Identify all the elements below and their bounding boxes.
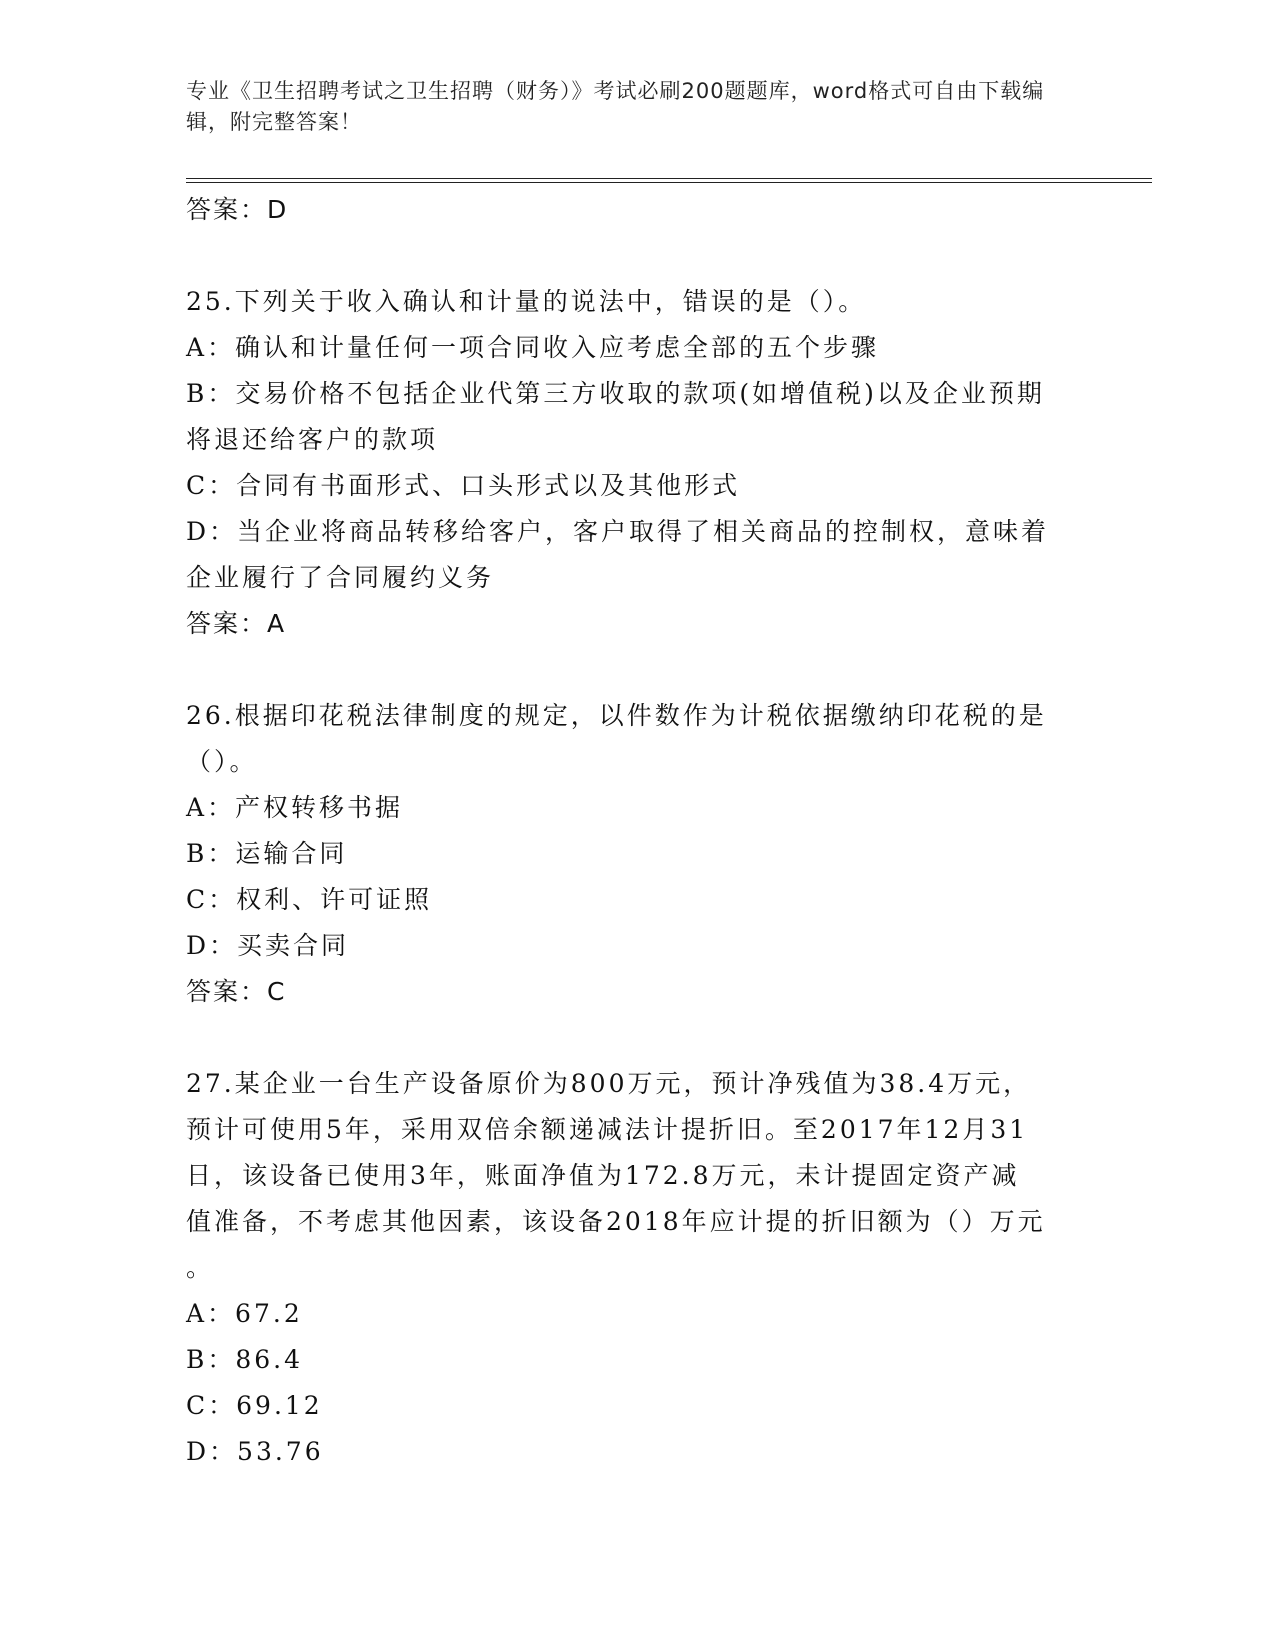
question-26-option-b: B：运输合同: [186, 839, 348, 868]
question-25: [186, 279, 1066, 647]
question-27-stem-line3: 日，该设备已使用3年，账面净值为172.8万元，未计提固定资产减: [186, 1161, 1020, 1190]
question-25-option-d-line2: 企业履行了合同履约义务: [186, 563, 495, 592]
question-25-option-d-line1: D：当企业将商品转移给客户，客户取得了相关商品的控制权，意味着: [186, 517, 1050, 546]
question-26-option-a: A：产权转移书据: [186, 793, 404, 822]
document-header: [186, 76, 1066, 138]
question-26-option-d: D：买卖合同: [186, 931, 350, 960]
question-27: [186, 1061, 1066, 1475]
question-25-option-b-line2: 将退还给客户的款项: [186, 425, 439, 454]
question-26-stem-line1: 26.根据印花税法律制度的规定，以件数作为计税依据缴纳印花税的是: [186, 701, 1047, 730]
question-27-option-c: C：69.12: [186, 1391, 323, 1420]
question-25-stem: 25.下列关于收入确认和计量的说法中，错误的是（）。: [186, 287, 867, 316]
answer-previous: 答案：D: [186, 195, 289, 224]
question-27-stem-line2: 预计可使用5年，采用双倍余额递减法计提折旧。至2017年12月31: [186, 1115, 1029, 1144]
header-divider-bottom: [186, 182, 1152, 183]
spacer: [186, 233, 1066, 279]
question-26-option-c: C：权利、许可证照: [186, 885, 433, 914]
question-27-option-b: B：86.4: [186, 1345, 304, 1374]
question-27-stem-line5: 。: [186, 1253, 215, 1282]
question-27-option-a: A：67.2: [186, 1299, 303, 1328]
spacer: [186, 647, 1066, 693]
question-26-stem-line2: （）。: [186, 747, 258, 776]
question-27-option-d: D：53.76: [186, 1437, 324, 1466]
question-25-option-b-line1: B：交易价格不包括企业代第三方收取的款项(如增值税)以及企业预期: [186, 379, 1045, 408]
question-26-answer: 答案：C: [186, 977, 287, 1006]
question-25-option-a: A：确认和计量任何一项合同收入应考虑全部的五个步骤: [186, 333, 880, 362]
question-27-stem-line4: 值准备，不考虑其他因素，该设备2018年应计提的折旧额为（）万元: [186, 1207, 1046, 1236]
header-text: 专业《卫生招聘考试之卫生招聘（财务）》考试必刷200题题库，word格式可自由下载编辑，附完整答案！: [186, 79, 1045, 134]
document-body: [186, 187, 1066, 1475]
question-25-answer: 答案：A: [186, 609, 287, 638]
header-divider-top: [186, 178, 1152, 179]
question-25-option-c: C：合同有书面形式、口头形式以及其他形式: [186, 471, 741, 500]
spacer: [186, 1015, 1066, 1061]
question-27-stem-line1: 27.某企业一台生产设备原价为800万元，预计净残值为38.4万元，: [186, 1069, 1032, 1098]
question-26: [186, 693, 1066, 1015]
